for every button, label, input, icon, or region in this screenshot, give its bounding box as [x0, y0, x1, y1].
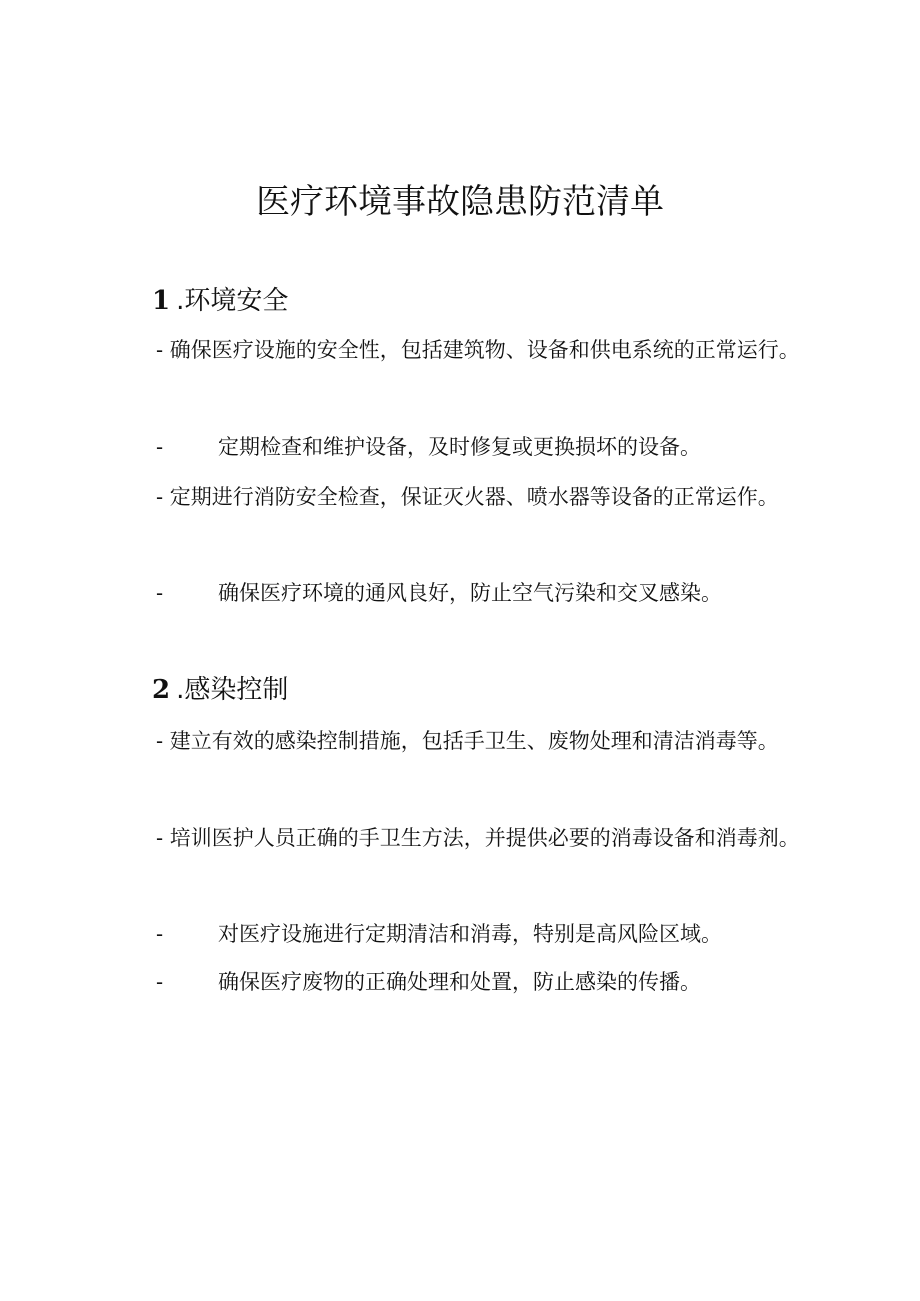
- section-heading-environment-safety: [152, 283, 288, 319]
- list-item: - 培训医护人员正确的手卫生方法，并提供必要的消毒设备和消毒剂。: [156, 826, 800, 850]
- list-item-text: 确保医疗废物的正确处理和处置，防止感染的传播。: [218, 970, 701, 994]
- list-item-text: 定期检查和维护设备，及时修复或更换损坏的设备。: [218, 435, 701, 459]
- list-item: - 确保医疗设施的安全性，包括建筑物、设备和供电系统的正常运行。: [156, 338, 800, 362]
- list-item: [156, 423, 701, 471]
- list-item: [156, 569, 722, 617]
- list-item-text: 确保医疗环境的通风良好，防止空气污染和交叉感染。: [218, 581, 722, 605]
- dash-marker: -: [156, 970, 164, 994]
- section-title: .环境安全: [176, 286, 289, 316]
- list-item: [156, 958, 701, 1006]
- section-number: 1: [152, 286, 171, 316]
- list-item: - 定期进行消防安全检查，保证灭火器、喷水器等设备的正常运作。: [156, 485, 779, 509]
- document-title: 医疗环境事故隐患防范清单: [256, 182, 664, 222]
- list-item: [156, 910, 722, 958]
- dash-marker: -: [156, 435, 164, 459]
- section-heading-infection-control: [152, 672, 288, 708]
- list-item: - 建立有效的感染控制措施，包括手卫生、废物处理和清洁消毒等。: [156, 729, 779, 753]
- section-number: 2: [152, 675, 171, 705]
- list-item-text: 对医疗设施进行定期清洁和消毒，特别是高风险区域。: [218, 922, 722, 946]
- dash-marker: -: [156, 922, 164, 946]
- dash-marker: -: [156, 581, 164, 605]
- section-title: .感染控制: [176, 675, 289, 705]
